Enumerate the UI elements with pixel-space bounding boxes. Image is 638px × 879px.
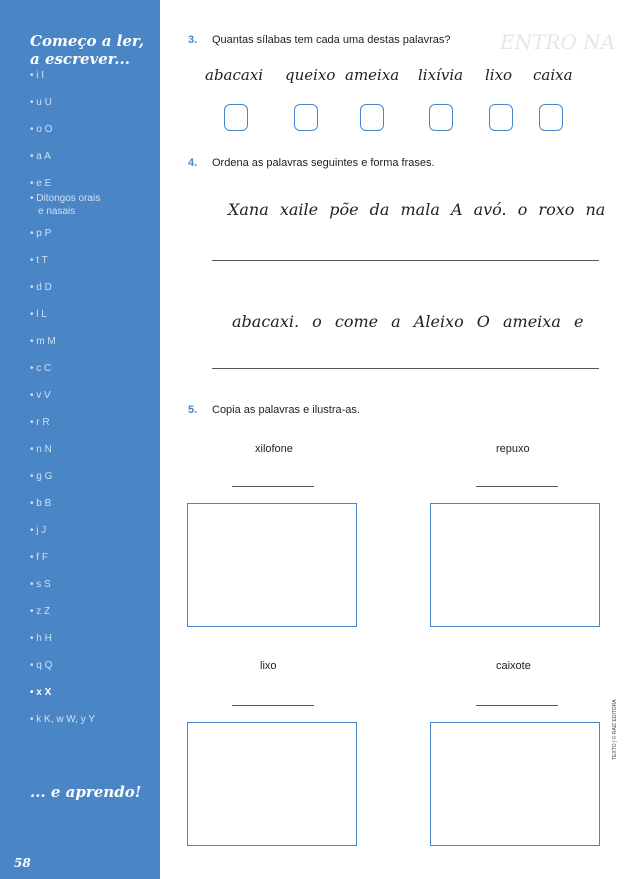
syllable-count-box[interactable] — [294, 104, 318, 131]
sidebar-item: • m M — [30, 336, 56, 347]
illustration-box[interactable] — [187, 722, 357, 846]
scrambled-sentence-1: Xana xaile põe da mala A avó. o roxo na — [228, 200, 606, 219]
publisher-credit: TEXTO | © RAIZ EDITORA — [612, 699, 618, 760]
question-5-number: 5. — [188, 404, 198, 416]
sidebar-item: • d D — [30, 282, 52, 293]
sidebar-item: • z Z — [30, 606, 51, 617]
question-4-text: Ordena as palavras seguintes e forma frases. — [212, 157, 435, 169]
sidebar-item: • t T — [30, 255, 48, 266]
sidebar-item: • n N — [30, 444, 52, 455]
sidebar-item: • a A — [30, 151, 51, 162]
sidebar-item: • q Q — [30, 660, 53, 671]
sidebar-footer: ... e aprendo! — [30, 783, 142, 801]
writing-line[interactable] — [212, 368, 599, 369]
sidebar-item: • r R — [30, 417, 50, 428]
ghost-heading: ENTRO NA — [500, 30, 616, 54]
sidebar-item: • l L — [30, 309, 47, 320]
question-5-text: Copia as palavras e ilustra-as. — [212, 404, 360, 416]
sidebar-title — [30, 32, 144, 68]
page-number: 58 — [14, 856, 31, 870]
sidebar-item: • j J — [30, 525, 47, 536]
copy-line[interactable] — [476, 705, 558, 706]
sidebar-title-line1: Começo a ler, — [30, 32, 144, 50]
writing-line[interactable] — [212, 260, 599, 261]
sidebar-item: • v V — [30, 390, 51, 401]
sidebar-item: • g G — [30, 471, 53, 482]
sidebar-item: • u U — [30, 97, 52, 108]
sidebar-item: • k K, w W, y Y — [30, 714, 95, 725]
sidebar-item: • p P — [30, 228, 52, 239]
syllable-count-box[interactable] — [489, 104, 513, 131]
illustration-box[interactable] — [430, 722, 600, 846]
sidebar-item: • e E — [30, 178, 52, 189]
copy-line[interactable] — [476, 486, 558, 487]
illustration-box[interactable] — [187, 503, 357, 627]
sidebar-item: • s S — [30, 579, 51, 590]
sidebar-item: • o O — [30, 124, 53, 135]
syllable-count-box[interactable] — [539, 104, 563, 131]
sidebar-item: e nasais — [38, 206, 76, 217]
syllable-count-box[interactable] — [360, 104, 384, 131]
syllable-count-box[interactable] — [224, 104, 248, 131]
copy-line[interactable] — [232, 486, 314, 487]
word-queixo: queixo — [285, 66, 336, 84]
sidebar-item: • h H — [30, 633, 52, 644]
word-lixivia: lixívia — [418, 66, 464, 84]
sidebar-item: • b B — [30, 498, 52, 509]
word-lixo: lixo — [485, 66, 513, 84]
word-abacaxi: abacaxi — [205, 66, 264, 84]
sidebar-item-current: • x X — [30, 687, 52, 698]
word-repuxo: repuxo — [496, 443, 530, 455]
sidebar-item: • Ditongos orais — [30, 193, 101, 204]
question-3-text: Quantas sílabas tem cada uma destas palavras? — [212, 34, 451, 46]
question-4-number: 4. — [188, 157, 198, 169]
word-xilofone: xilofone — [255, 443, 293, 455]
word-caixa: caixa — [533, 66, 573, 84]
scrambled-sentence-2: abacaxi. o come a Aleixo O ameixa e — [232, 312, 584, 331]
copy-line[interactable] — [232, 705, 314, 706]
word-caixote: caixote — [496, 660, 531, 672]
sidebar — [0, 0, 160, 879]
word-ameixa: ameixa — [345, 66, 400, 84]
sidebar-item: • c C — [30, 363, 52, 374]
sidebar-item: • i I — [30, 70, 45, 81]
sidebar-title-line2: a escrever... — [30, 50, 130, 68]
question-3-number: 3. — [188, 34, 198, 46]
illustration-box[interactable] — [430, 503, 600, 627]
syllable-count-box[interactable] — [429, 104, 453, 131]
sidebar-item: • f F — [30, 552, 48, 563]
word-lixo-print: lixo — [260, 660, 277, 672]
